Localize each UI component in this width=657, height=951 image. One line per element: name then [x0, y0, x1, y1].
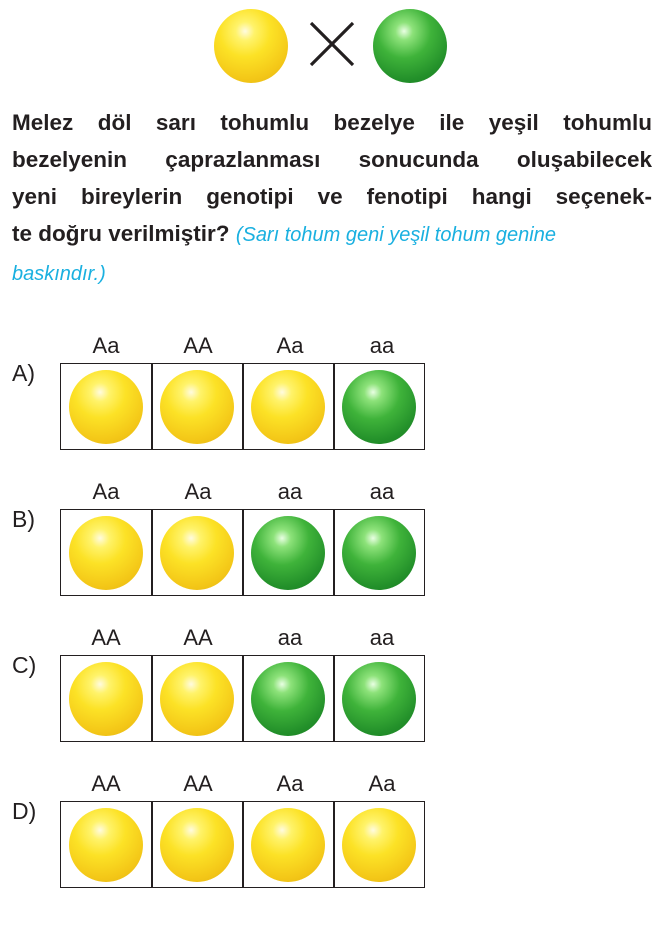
- cell-divider: [151, 656, 153, 741]
- option-label-b[interactable]: B): [12, 506, 35, 532]
- genotype-label: AA: [91, 625, 121, 650]
- genotype-label: aa: [277, 479, 303, 504]
- genotype-label: aa: [369, 479, 395, 504]
- green-pea: [251, 662, 325, 736]
- option-label-c[interactable]: C): [12, 652, 37, 678]
- question-text: [12, 104, 652, 293]
- option-label-a[interactable]: A): [12, 360, 35, 386]
- option-d[interactable]: [60, 771, 427, 951]
- cell-divider: [333, 656, 335, 741]
- genotype-label: aa: [369, 625, 395, 650]
- cross-icon: [308, 20, 356, 68]
- genotype-label: Aa: [368, 771, 396, 796]
- offspring-box: [60, 509, 425, 596]
- question-line-last: [12, 215, 652, 254]
- question-line: Melez döl sarı tohumlu bezelye ile yeşil tohumlu: [12, 110, 652, 135]
- cell-divider: [333, 510, 335, 595]
- genotype-label: AA: [183, 771, 213, 796]
- parent-green-pea: [373, 9, 447, 83]
- genotype-label: Aa: [92, 479, 120, 504]
- genotype-label: Aa: [184, 479, 212, 504]
- cell-divider: [333, 364, 335, 449]
- yellow-pea: [342, 808, 416, 882]
- genotype-label: AA: [91, 771, 121, 796]
- yellow-pea: [69, 808, 143, 882]
- offspring-box: [60, 801, 425, 888]
- green-pea: [251, 516, 325, 590]
- genotype-label: aa: [369, 333, 395, 358]
- yellow-pea: [251, 370, 325, 444]
- genotype-label: aa: [277, 625, 303, 650]
- parent-yellow-pea: [214, 9, 288, 83]
- genotype-label: Aa: [92, 333, 120, 358]
- yellow-pea: [251, 808, 325, 882]
- cell-divider: [242, 802, 244, 887]
- green-pea: [342, 662, 416, 736]
- cell-divider: [242, 656, 244, 741]
- genotype-label: Aa: [276, 771, 304, 796]
- yellow-pea: [160, 808, 234, 882]
- yellow-pea: [160, 370, 234, 444]
- green-pea: [342, 370, 416, 444]
- genotype-label: Aa: [276, 333, 304, 358]
- question-line: yeni bireylerin genotipi ve fenotipi hangi seçenek-: [12, 184, 652, 209]
- cell-divider: [242, 364, 244, 449]
- genotype-label: AA: [183, 625, 213, 650]
- cell-divider: [151, 364, 153, 449]
- yellow-pea: [69, 370, 143, 444]
- hint-text-continued: baskındır.): [12, 263, 106, 285]
- yellow-pea: [69, 516, 143, 590]
- cell-divider: [333, 802, 335, 887]
- question-line: bezelyenin çaprazlanması sonucunda oluşabilecek: [12, 147, 652, 172]
- offspring-box: [60, 363, 425, 450]
- yellow-pea: [160, 516, 234, 590]
- green-pea: [342, 516, 416, 590]
- yellow-pea: [160, 662, 234, 736]
- yellow-pea: [69, 662, 143, 736]
- option-label-d[interactable]: D): [12, 798, 37, 824]
- genotype-label: AA: [183, 333, 213, 358]
- cell-divider: [151, 510, 153, 595]
- hint-line-2: [12, 254, 652, 293]
- hint-text: (Sarı tohum geni yeşil tohum genine: [235, 224, 556, 246]
- question-line: te doğru verilmiştir?: [12, 221, 230, 246]
- cell-divider: [151, 802, 153, 887]
- offspring-box: [60, 655, 425, 742]
- cell-divider: [242, 510, 244, 595]
